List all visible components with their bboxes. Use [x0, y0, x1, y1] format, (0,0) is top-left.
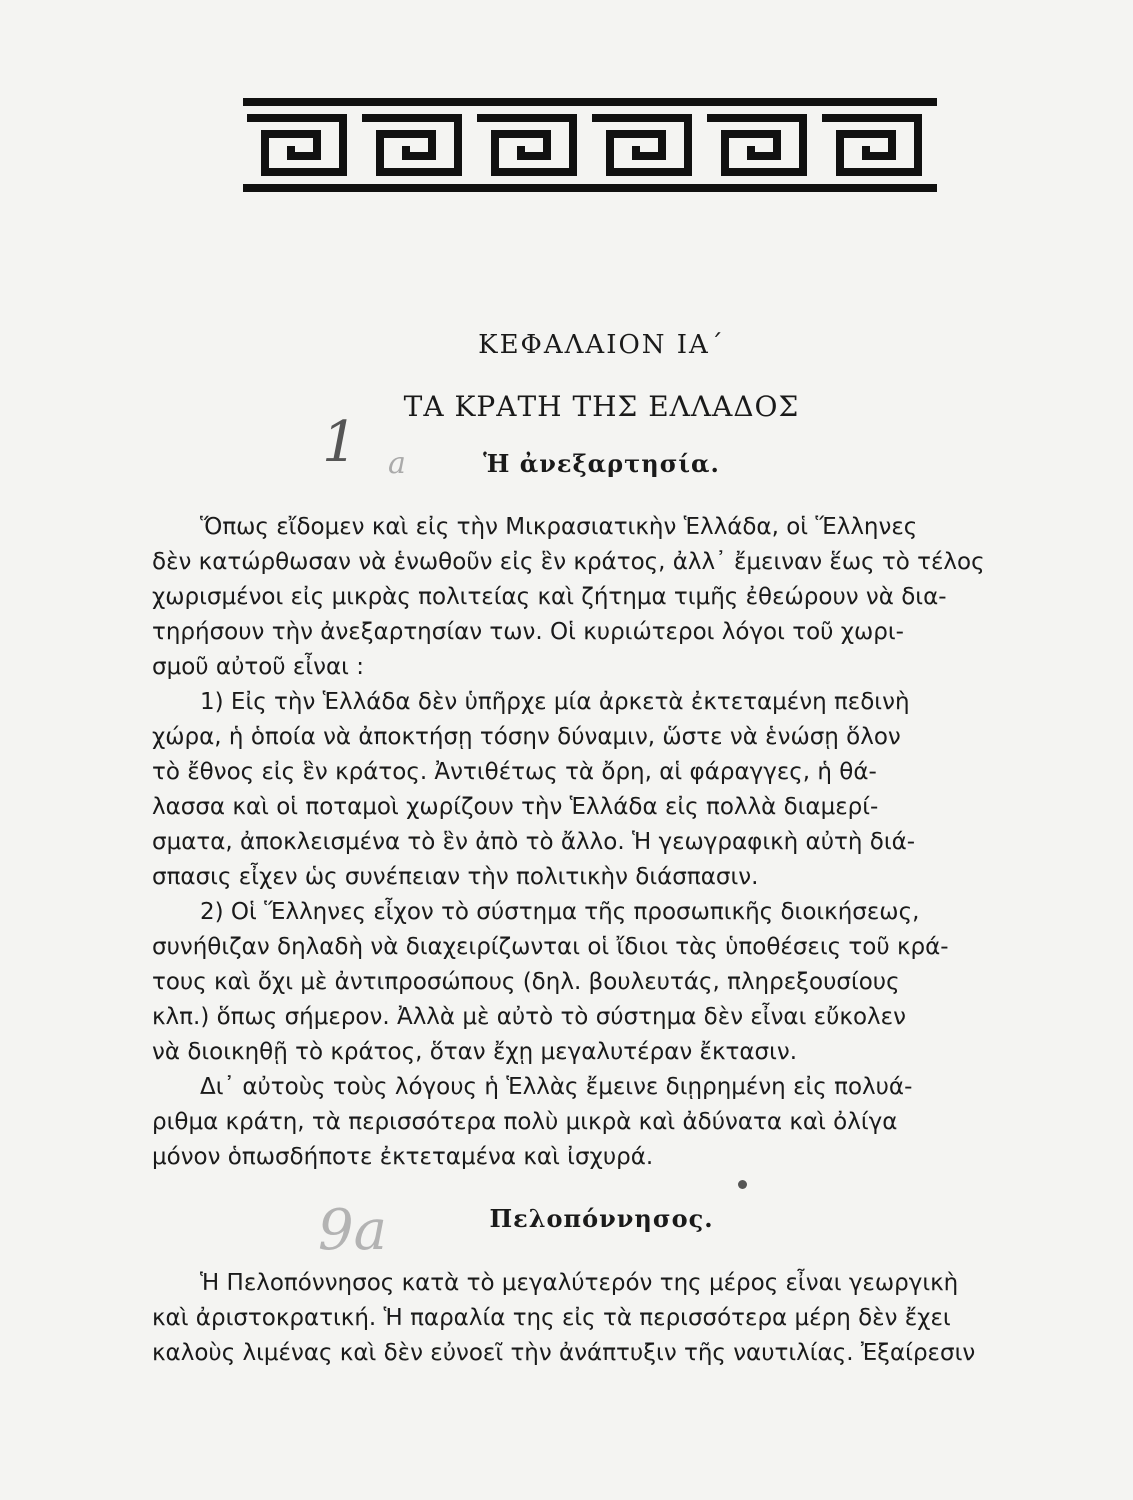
chapter-label: ΚΕΦΑΛΑΙΟΝ ΙΑ΄: [478, 330, 725, 360]
text-line: τηρήσουν τὴν ἀνεξαρτησίαν των. Οἱ κυριώτεροι λόγοι τοῦ χωρι-: [152, 619, 904, 645]
meander-border-icon: [243, 98, 937, 192]
text-line: τους καὶ ὄχι μὲ ἀντιπροσώπους (δηλ. βουλευτάς, πληρεξουσίους: [152, 969, 900, 995]
text-line: 1) Εἰς τὴν Ἑλλάδα δὲν ὑπῆρχε μία ἀρκετὰ ἐκτεταμένη πεδινὴ: [200, 689, 910, 715]
section-heading-independence: Ἡ ἀνεξαρτησία.: [483, 449, 720, 478]
ink-speck: [738, 1180, 747, 1189]
text-line: χωρισμένοι εἰς μικρὰς πολιτείας καὶ ζήτημα τιμῆς ἐθεώρουν νὰ δια-: [152, 584, 947, 610]
text-line: λασσα καὶ οἱ ποταμοὶ χωρίζουν τὴν Ἑλλάδα εἰς πολλὰ διαμερί-: [152, 794, 879, 820]
text-line: Δι᾽ αὐτοὺς τοὺς λόγους ἡ Ἑλλὰς ἔμεινε διῃρημένη εἰς πολυά-: [200, 1074, 913, 1100]
greek-key-ornament: [243, 98, 937, 192]
text-line: μόνον ὁπωσδήποτε ἐκτεταμένα καὶ ἰσχυρά.: [152, 1144, 654, 1170]
text-line: χώρα, ἡ ὁποία νὰ ἀποκτήσῃ τόσην δύναμιν, ὥστε νὰ ἑνώσῃ ὅλον: [152, 724, 901, 750]
handwritten-number-mark: 1: [322, 410, 358, 475]
text-line: συνήθιζαν δηλαδὴ νὰ διαχειρίζωνται οἱ ἴδιοι τὰς ὑποθέσεις τοῦ κρά-: [152, 934, 949, 960]
handwritten-letter-mark: a: [388, 446, 406, 481]
text-line: σπασις εἶχεν ὡς συνέπειαν τὴν πολιτικὴν διάσπασιν.: [152, 864, 759, 890]
text-line: τὸ ἔθνος εἰς ἓν κράτος. Ἀντιθέτως τὰ ὄρη, αἱ φάραγγες, ἡ θά-: [152, 759, 877, 785]
text-line: δὲν κατώρθωσαν νὰ ἑνωθοῦν εἰς ἓν κράτος, ἀλλ᾽ ἔμειναν ἕως τὸ τέλος: [152, 549, 985, 575]
peloponnese-text: [152, 1266, 1008, 1371]
text-line: Ὅπως εἴδομεν καὶ εἰς τὴν Μικρασιατικὴν Ἑλλάδα, οἱ Ἕλληνες: [200, 514, 918, 540]
text-line: σματα, ἀποκλεισμένα τὸ ἓν ἀπὸ τὸ ἄλλο. Ἡ γεωγραφικὴ αὐτὴ διά-: [152, 829, 916, 855]
text-line: 2) Οἱ Ἕλληνες εἶχον τὸ σύστημα τῆς προσωπικῆς διοικήσεως,: [200, 899, 920, 925]
chapter-title: ΤΑ ΚΡΑΤΗ ΤΗΣ ΕΛΛΑΔΟΣ: [403, 390, 800, 423]
handwritten-faint-mark: 9a: [318, 1198, 388, 1263]
text-line: ριθμα κράτη, τὰ περισσότερα πολὺ μικρὰ καὶ ἀδύνατα καὶ ὀλίγα: [152, 1109, 898, 1135]
text-line: καλοὺς λιμένας καὶ δὲν εὐνοεῖ τὴν ἀνάπτυξιν τῆς ναυτιλίας. Ἐξαίρεσιν: [152, 1340, 976, 1366]
text-line: κλπ.) ὅπως σήμερον. Ἀλλὰ μὲ αὐτὸ τὸ σύστημα δὲν εἶναι εὔκολεν: [152, 1004, 906, 1030]
text-line: σμοῦ αὐτοῦ εἶναι :: [152, 654, 364, 680]
independence-text: [152, 510, 1008, 1175]
text-line: Ἡ Πελοπόννησος κατὰ τὸ μεγαλύτερόν της μέρος εἶναι γεωργικὴ: [200, 1270, 959, 1296]
section-heading-peloponnese: Πελοπόννησος.: [489, 1204, 714, 1233]
text-line: νὰ διοικηθῇ τὸ κράτος, ὅταν ἔχῃ μεγαλυτέραν ἔκτασιν.: [152, 1039, 798, 1065]
text-line: καὶ ἀριστοκρατική. Ἡ παραλία της εἰς τὰ περισσότερα μέρη δὲν ἔχει: [152, 1305, 951, 1331]
